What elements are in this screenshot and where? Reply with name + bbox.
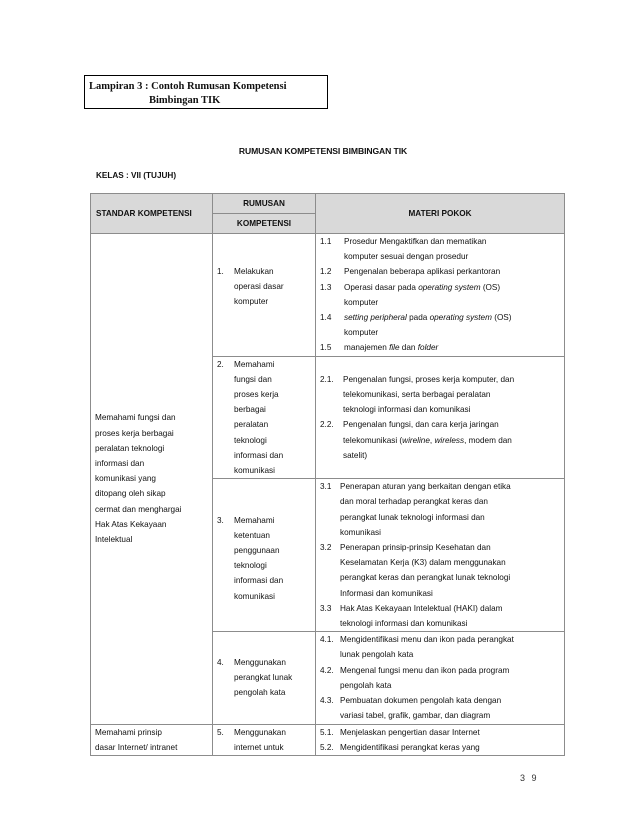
materi-em: operating system — [418, 282, 481, 292]
materi-num: 1.2 — [320, 267, 332, 277]
materi-item — [320, 280, 558, 310]
rumusan-line: ketentuan — [234, 530, 270, 540]
materi-item — [320, 310, 558, 340]
rumusan-cell-4 — [213, 632, 316, 724]
materi-num: 1.4 — [320, 313, 332, 323]
materi-num: 1.3 — [320, 282, 332, 292]
materi-cell-3 — [316, 479, 565, 632]
standar-line: Memahami fungsi dan — [95, 413, 176, 423]
materi-line: Penerapan aturan yang berkaitan dengan etika — [340, 482, 511, 492]
materi-num: 3.3 — [320, 603, 332, 613]
materi-item — [320, 601, 558, 631]
materi-num: 1.1 — [320, 237, 332, 246]
materi-cell-4 — [316, 632, 565, 724]
materi-cell-2 — [316, 356, 565, 479]
materi-text: (OS) — [491, 313, 512, 323]
materi-item — [320, 632, 558, 662]
materi-line: komputer — [344, 297, 379, 307]
materi-item — [320, 693, 558, 723]
materi-text: pada — [406, 313, 430, 323]
materi-line: Pengenalan beberapa aplikasi perkantoran — [344, 267, 501, 277]
rumusan-line: komunikasi — [234, 466, 275, 476]
materi-line: perangkat lunak teknologi informasi dan — [340, 512, 485, 522]
rumusan-line: Menggunakan — [234, 658, 286, 668]
materi-cell-5 — [316, 724, 565, 755]
table-row — [91, 234, 565, 357]
standar-line: proses kerja berbagai — [95, 428, 174, 438]
rumusan-line: peralatan — [234, 420, 269, 430]
header-rumusan-1: RUMUSAN — [243, 199, 285, 208]
materi-line: dan moral terhadap perangkat keras dan — [340, 497, 488, 507]
materi-em: operating system — [429, 313, 492, 323]
materi-line: Mengidentifikasi perangkat keras yang — [340, 742, 480, 752]
materi-line: Keselamatan Kerja (K3) dalam menggunakan — [340, 558, 506, 568]
rumusan-line: berbagai — [234, 405, 266, 415]
standar-line: cermat dan menghargai — [95, 504, 182, 514]
materi-item — [320, 340, 558, 355]
materi-text: (OS) — [480, 282, 501, 292]
rumusan-line: penggunaan — [234, 546, 280, 556]
standar-line: Hak Atas Kekayaan — [95, 519, 167, 529]
materi-line: teknologi informasi dan komunikasi — [340, 619, 468, 629]
materi-num: 4.3. — [320, 696, 334, 706]
materi-line: Informasi dan komunikasi — [340, 588, 433, 598]
materi-line: Hak Atas Kekayaan Intelektual (HAKI) dalam — [340, 603, 503, 613]
materi-line: komunikasi — [340, 527, 381, 537]
rumusan-line: teknologi — [234, 561, 267, 571]
materi-line: Pengenalan fungsi, proses kerja komputer, dan — [343, 374, 515, 384]
header-standar: STANDAR KOMPETENSI — [91, 194, 213, 234]
materi-num: 5.1. — [320, 727, 334, 737]
rumusan-line: komunikasi — [234, 591, 275, 601]
rumusan-cell-2 — [213, 356, 316, 479]
lampiran-line-2: Bimbingan TIK — [149, 95, 221, 106]
lampiran-box — [84, 75, 328, 109]
materi-num: 2.2. — [320, 420, 334, 430]
materi-text: , — [429, 435, 435, 445]
competency-table — [90, 193, 565, 756]
standar-line: Memahami prinsip — [95, 727, 162, 737]
standar-line: ditopang oleh sikap — [95, 489, 166, 499]
rumusan-line: informasi dan — [234, 576, 284, 586]
materi-text: , modem dan — [464, 435, 512, 445]
rumusan-line: Memahami — [234, 515, 275, 525]
materi-text: telekomunikasi ( — [343, 435, 403, 445]
table-row — [91, 724, 565, 755]
standar-line: informasi dan — [95, 458, 145, 468]
rumusan-num: 2. — [217, 359, 224, 369]
materi-line: variasi tabel, grafik, gambar, dan diagram — [340, 711, 491, 721]
materi-em: wireline — [402, 435, 430, 445]
materi-item — [320, 725, 558, 740]
header-materi: MATERI POKOK — [316, 194, 565, 234]
materi-cell-1 — [316, 234, 565, 357]
standar-line: Intelektual — [95, 534, 133, 544]
lampiran-line-1: Lampiran 3 : Contoh Rumusan Kompetensi — [89, 81, 287, 92]
materi-line: Pembuatan dokumen pengolah kata dengan — [340, 696, 502, 706]
materi-line — [344, 280, 558, 295]
standar-cell-2 — [91, 724, 213, 755]
rumusan-line: Memahami — [234, 359, 275, 369]
page-title: RUMUSAN KOMPETENSI BIMBINGAN TIK — [238, 146, 408, 156]
materi-line: Prosedur Mengaktifkan dan mematikan — [344, 237, 487, 246]
rumusan-num: 1. — [217, 267, 224, 276]
rumusan-line: pengolah kata — [234, 688, 286, 698]
header-rumusan — [213, 194, 316, 234]
materi-item — [320, 372, 558, 418]
rumusan-line: fungsi dan — [234, 374, 272, 384]
rumusan-line: komputer — [234, 297, 269, 307]
materi-line: Menjelaskan pengertian dasar Internet — [340, 727, 480, 737]
rumusan-num: 4. — [217, 658, 224, 668]
materi-em: wireless — [434, 435, 465, 445]
materi-line: satelit) — [343, 450, 368, 460]
materi-em: folder — [417, 343, 439, 353]
materi-line: Mengenal fungsi menu dan ikon pada program — [340, 665, 510, 675]
materi-num: 3.2 — [320, 543, 332, 553]
materi-line — [344, 310, 558, 325]
materi-line: perangkat keras dan perangkat lunak teknologi — [340, 573, 511, 583]
rumusan-line: internet untuk — [234, 742, 284, 752]
materi-line — [344, 340, 558, 355]
materi-text: dan — [399, 343, 418, 353]
rumusan-line: perangkat lunak — [234, 673, 293, 683]
materi-item — [320, 264, 558, 279]
rumusan-line: proses kerja — [234, 390, 279, 400]
rumusan-cell-1 — [213, 234, 316, 357]
rumusan-cell-5 — [213, 724, 316, 755]
materi-num: 5.2. — [320, 742, 334, 752]
materi-item — [320, 417, 558, 463]
materi-line: komputer sesuai dengan prosedur — [344, 252, 469, 262]
header-rumusan-2: KOMPETENSI — [213, 213, 315, 233]
standar-cell-1 — [91, 234, 213, 725]
materi-em: file — [389, 343, 400, 353]
rumusan-num: 3. — [217, 515, 224, 525]
materi-num: 3.1 — [320, 482, 332, 492]
materi-num: 4.2. — [320, 665, 334, 675]
rumusan-num: 5. — [217, 727, 224, 737]
materi-item — [320, 479, 558, 540]
materi-item — [320, 540, 558, 601]
materi-item — [320, 740, 558, 755]
materi-line: lunak pengolah kata — [340, 650, 414, 660]
materi-line: komputer — [344, 328, 379, 338]
materi-text: Operasi dasar pada — [344, 282, 419, 292]
materi-line — [343, 433, 558, 448]
standar-line: peralatan teknologi — [95, 443, 165, 453]
materi-line: Penerapan prinsip-prinsip Kesehatan dan — [340, 543, 491, 553]
standar-line: dasar Internet/ intranet — [95, 742, 178, 752]
materi-line: Mengidentifikasi menu dan ikon pada perangkat — [340, 635, 514, 645]
materi-line: teknologi informasi dan komunikasi — [343, 405, 471, 415]
materi-text: manajemen — [344, 343, 390, 353]
materi-line: telekomunikasi, serta berbagai peralatan — [343, 390, 491, 400]
materi-item — [320, 234, 558, 264]
materi-num: 1.5 — [320, 343, 332, 353]
rumusan-line: informasi dan — [234, 450, 284, 460]
materi-item — [320, 663, 558, 693]
materi-num: 2.1. — [320, 374, 334, 384]
materi-line: pengolah kata — [340, 680, 392, 690]
materi-line: Pengenalan fungsi, dan cara kerja jaringan — [343, 420, 499, 430]
rumusan-line: Melakukan — [234, 267, 274, 276]
table-header-row — [91, 194, 565, 234]
materi-em: setting peripheral — [344, 313, 407, 323]
rumusan-line: operasi dasar — [234, 282, 284, 292]
rumusan-line: teknologi — [234, 435, 267, 445]
rumusan-line: Menggunakan — [234, 727, 286, 737]
page-number: 3 9 — [520, 773, 539, 783]
rumusan-cell-3 — [213, 479, 316, 632]
kelas-label: KELAS : VII (TUJUH) — [96, 171, 177, 180]
standar-line: komunikasi yang — [95, 474, 156, 484]
materi-num: 4.1. — [320, 635, 334, 645]
